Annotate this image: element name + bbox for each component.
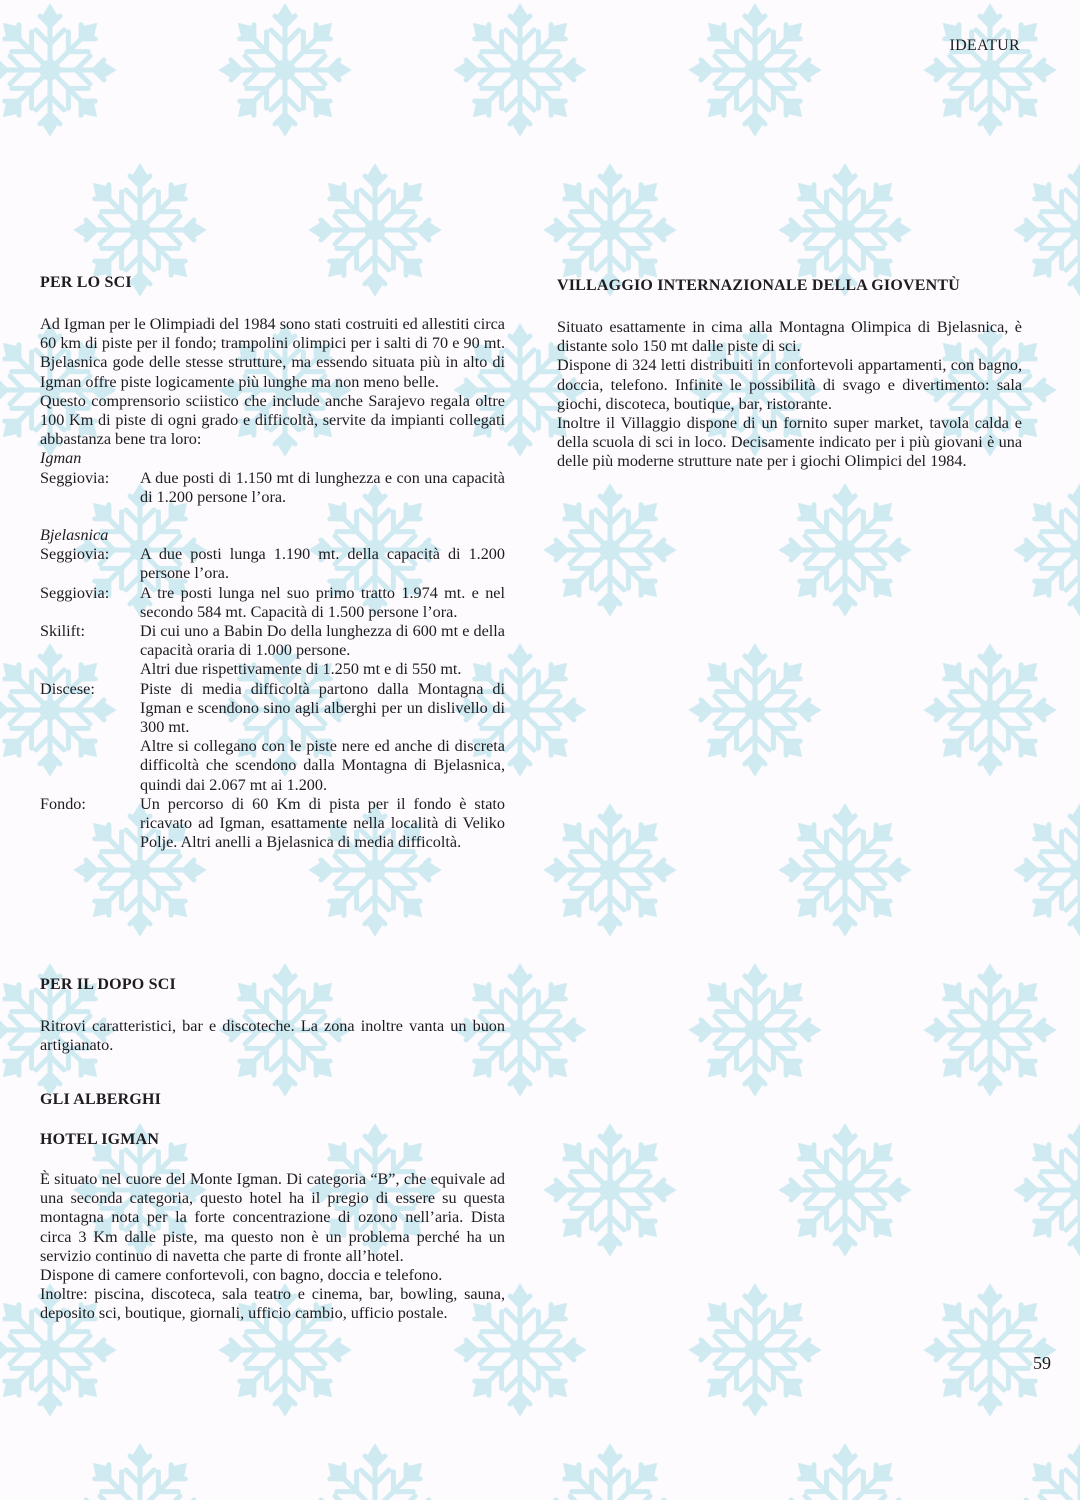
snowflake-icon [783, 1128, 907, 1252]
lift-description: Piste di media difficoltà partono dalla Montagna di Igman e scendono sino agli alberghi per un dislivello di 300 mt. Altre si collegano con le piste nere ed anche di discreta difficoltà che scendono dalla Montagna di Bjelasnica, quindi dai 2.067 mt ai 1.200. [140, 679, 505, 794]
village-paragraph: Situato esattamente in cima alla Montagna Olimpica di Bjelasnica, è distante solo 150 mt dalle piste di sci. [557, 318, 1022, 356]
snowflake-icon [458, 8, 582, 132]
snowflake-icon [548, 168, 672, 292]
ski-intro-paragraph: Ad Igman per le Olimpiadi del 1984 sono stati costruiti ed allestiti circa 60 km di piste per il fondo; trampolini olimpici per i salti di 70 e 90 mt. Bjelasnica gode delle stesse strutture, ma essendo situata più in alto di Igman offre piste logicamente più lunghe ma non meno belle. [40, 315, 505, 391]
snowflake-icon [1018, 168, 1080, 292]
lift-row [40, 584, 505, 622]
lift-type: Skilift: [40, 622, 85, 641]
resort-subheading-igman: Igman [40, 449, 82, 468]
snowflake-icon [693, 648, 817, 772]
snowflake-icon [693, 8, 817, 132]
snowflake-icon [313, 1448, 437, 1500]
lift-type: Fondo: [40, 794, 86, 813]
section-heading-village: VILLAGGIO INTERNAZIONALE DELLA GIOVENTÙ [557, 277, 960, 294]
snowflake-icon [548, 808, 672, 932]
hotel-igman-section [40, 1170, 505, 1324]
snowflake-icon [1018, 1448, 1080, 1500]
snowflake-icon [0, 8, 112, 132]
section-heading-hotels: GLI ALBERGHI [40, 1091, 162, 1108]
snowflake-icon [548, 488, 672, 612]
lift-type: Seggiovia: [40, 545, 110, 564]
snowflake-icon [1018, 488, 1080, 612]
snowflake-icon [223, 8, 347, 132]
lift-type: Seggiovia: [40, 583, 110, 602]
lift-row [40, 680, 505, 795]
snowflake-icon [313, 168, 437, 292]
village-paragraph: Inoltre il Villaggio dispone di un fornito super market, tavola calda e della scuola di sci in loco. Decisamente indicato per i più giovani è una delle più moderne strutture nate per i giochi Olimpici del 1984. [557, 414, 1022, 471]
lift-type: Seggiovia: [40, 468, 110, 487]
snowflake-icon [783, 168, 907, 292]
snowflake-icon [548, 1448, 672, 1500]
hotel-paragraph: Dispone di camere confortevoli, con bagno, doccia e telefono. [40, 1266, 443, 1285]
lift-description: A tre posti lunga nel suo primo tratto 1.974 mt. e nel secondo 584 mt. Capacità di 1.500 persone l’ora. [140, 583, 505, 621]
hotel-heading: HOTEL IGMAN [40, 1131, 160, 1148]
snowflake-icon [928, 1288, 1052, 1412]
apres-ski-paragraph: Ritrovi caratteristici, bar e discoteche. La zona inoltre vanta un buon artigianato. [40, 1017, 505, 1055]
hotel-paragraph: È situato nel cuore del Monte Igman. Di categoria “B”, che equivale ad una seconda categoria, questo hotel ha il pregio di essere su questa montagna nota per la forte concentrazione di ozono nell’aria. Dista circa 3 Km dalle piste, ma questo non è un problema perché ha un servizio continuo di navetta che parte di fronte all’hotel. [40, 1170, 505, 1265]
lift-row [40, 622, 505, 680]
ski-intro-paragraph: Questo comprensorio sciistico che include anche Sarajevo regala oltre 100 Km di piste di ogni grado e difficoltà, servite da impianti collegati abbastanza bene tra loro: [40, 391, 505, 449]
running-head: IDEATUR [949, 37, 1020, 54]
snowflake-icon [928, 8, 1052, 132]
snowflake-icon [1018, 808, 1080, 932]
snowflake-icon [548, 1128, 672, 1252]
apres-ski-section [40, 1017, 505, 1055]
snowflake-icon [1018, 1128, 1080, 1252]
snowflake-icon [693, 1288, 817, 1412]
snowflake-icon [783, 1448, 907, 1500]
lift-description: A due posti di 1.150 mt di lunghezza e con una capacità di 1.200 persone l’ora. [140, 468, 505, 506]
village-paragraph: Dispone di 324 letti distribuiti in confortevoli appartamenti, con bagno, doccia, telefono. Infinite le possibilità di svago e divertimento: sala giochi, discoteca, boutique, bar, ristorante. [557, 356, 1022, 413]
lift-row [40, 469, 505, 507]
snowflake-icon [928, 968, 1052, 1092]
lift-description: A due posti lunga 1.190 mt. della capacità di 1.200 persone l’ora. [140, 545, 505, 583]
ski-section [40, 315, 505, 852]
page-number: 59 [1033, 1353, 1051, 1373]
lift-row [40, 795, 505, 853]
village-section [557, 318, 1022, 472]
snowflake-icon [693, 968, 817, 1092]
snowflake-icon [78, 1448, 202, 1500]
snowflake-icon [783, 808, 907, 932]
lift-type: Discese: [40, 679, 95, 698]
lift-description: Un percorso di 60 Km di pista per il fondo è stato ricavato ad Igman, esattamente nella località di Veliko Polje. Altri anelli a Bjelasnica di media difficoltà. [140, 794, 505, 852]
section-heading-ski: PER LO SCI [40, 274, 132, 291]
snowflake-icon [928, 648, 1052, 772]
section-heading-apres-ski: PER IL DOPO SCI [40, 976, 176, 993]
lift-description: Di cui uno a Babin Do della lunghezza di 600 mt e della capacità oraria di 1.000 persone. Altri due rispettivamente di 1.250 mt e di 550 mt. [140, 622, 505, 679]
lift-row [40, 545, 505, 583]
hotel-paragraph: Inoltre: piscina, discoteca, sala teatro e cinema, bar, bowling, sauna, deposito sci, boutique, giornali, ufficio cambio, ufficio postale. [40, 1285, 505, 1323]
resort-subheading-bjelasnica: Bjelasnica [40, 526, 109, 545]
snowflake-icon [783, 488, 907, 612]
